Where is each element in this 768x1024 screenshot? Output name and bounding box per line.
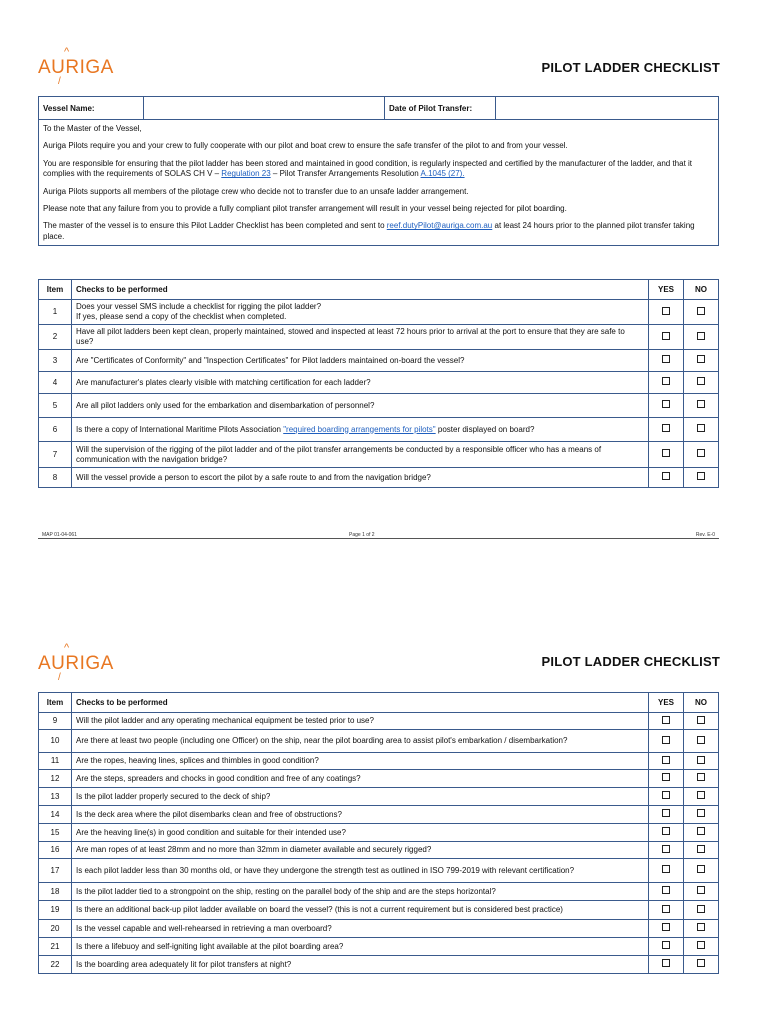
- table-row: [39, 920, 719, 938]
- no-checkbox-cell[interactable]: [684, 730, 719, 753]
- page-2: [0, 620, 768, 1024]
- no-checkbox[interactable]: [697, 845, 705, 853]
- table-row: [39, 753, 719, 770]
- col-checks-header: Checks to be performed: [72, 693, 649, 713]
- item-number: 4: [39, 372, 72, 394]
- yes-checkbox-cell[interactable]: [649, 300, 684, 325]
- yes-checkbox[interactable]: [662, 449, 670, 457]
- item-number: 7: [39, 442, 72, 468]
- no-checkbox-cell[interactable]: [684, 883, 719, 901]
- no-checkbox[interactable]: [697, 827, 705, 835]
- table-header-row: [39, 280, 719, 300]
- item-number: 22: [39, 956, 72, 974]
- check-text: Will the pilot ladder and any operating mechanical equipment be tested prior to use?: [72, 713, 649, 730]
- resolution-link[interactable]: A.1045 (27).: [420, 169, 465, 179]
- table-row: [39, 938, 719, 956]
- intro-salutation: To the Master of the Vessel,: [43, 124, 142, 133]
- table-row: [39, 883, 719, 901]
- check-text: Are the heaving line(s) in good condition and suitable for their intended use?: [72, 824, 649, 842]
- boarding-arrangements-link[interactable]: "required boarding arrangements for pilots": [283, 424, 436, 434]
- table-row: [39, 806, 719, 824]
- yes-checkbox[interactable]: [662, 809, 670, 817]
- yes-checkbox[interactable]: [662, 773, 670, 781]
- intro-paragraph-3: You are responsible for ensuring that the pilot ladder has been stored and maintained in good condition, is regularly inspected and certified by the manufacturer of the ladder, and that it complies with the requirements of SOLAS CH V – Regulation 23 – Pilot Transfer Arrangements Resolution A.1045 (27).: [43, 158, 693, 179]
- yes-checkbox[interactable]: [662, 791, 670, 799]
- no-checkbox-cell[interactable]: [684, 325, 719, 350]
- no-checkbox-cell[interactable]: [684, 394, 719, 418]
- yes-checkbox-cell[interactable]: [649, 372, 684, 394]
- intro-paragraph-5: Please note that any failure from you to provide a fully compliant pilot transfer arrangement will result in your vessel being rejected for pilot boarding.: [43, 203, 567, 213]
- no-checkbox[interactable]: [697, 923, 705, 931]
- logo-text: AURIGA: [38, 653, 114, 674]
- no-checkbox[interactable]: [697, 716, 705, 724]
- check-text: Are "Certificates of Conformity" and "Inspection Certificates" for Pilot ladders maintained on-board the vessel?: [72, 350, 649, 372]
- table-row: [39, 372, 719, 394]
- check-text: Is the boarding area adequately lit for pilot transfers at night?: [72, 956, 649, 974]
- no-checkbox-cell[interactable]: [684, 806, 719, 824]
- table-row: [39, 956, 719, 974]
- yes-checkbox-cell[interactable]: [649, 730, 684, 753]
- no-checkbox[interactable]: [697, 773, 705, 781]
- yes-checkbox[interactable]: [662, 377, 670, 385]
- item-number: 16: [39, 842, 72, 859]
- no-checkbox[interactable]: [697, 941, 705, 949]
- no-checkbox[interactable]: [697, 307, 705, 315]
- page-title: PILOT LADDER CHECKLIST: [541, 60, 720, 75]
- check-text: Are manufacturer's plates clearly visible with matching certification for each ladder?: [72, 372, 649, 394]
- check-text: Is the pilot ladder properly secured to the deck of ship?: [72, 788, 649, 806]
- no-checkbox-cell[interactable]: [684, 713, 719, 730]
- yes-checkbox[interactable]: [662, 716, 670, 724]
- yes-checkbox[interactable]: [662, 400, 670, 408]
- col-no-header: NO: [684, 280, 719, 300]
- page-title: PILOT LADDER CHECKLIST: [541, 654, 720, 669]
- no-checkbox-cell[interactable]: [684, 842, 719, 859]
- no-checkbox-cell[interactable]: [684, 753, 719, 770]
- no-checkbox[interactable]: [697, 809, 705, 817]
- check-text: Have all pilot ladders been kept clean, properly maintained, stowed and inspected at least 72 hours prior to arrival at the port to ensure that they are safe to use?: [72, 325, 649, 350]
- no-checkbox-cell[interactable]: [684, 788, 719, 806]
- yes-checkbox-cell[interactable]: [649, 824, 684, 842]
- table-row: [39, 901, 719, 920]
- check-text: Will the supervision of the rigging of the pilot ladder and of the pilot transfer arrangements be conducted by a responsible officer who has a means of communication with the navigation bridge?: [72, 442, 649, 468]
- item-number: 9: [39, 713, 72, 730]
- logo-text: AURIGA: [38, 57, 114, 78]
- col-checks-header: Checks to be performed: [72, 280, 649, 300]
- table-row: [39, 730, 719, 753]
- no-checkbox-cell[interactable]: [684, 824, 719, 842]
- revision: Rev. E-0: [695, 532, 715, 538]
- intro-paragraph-2: Auriga Pilots require you and your crew to fully cooperate with our pilot and boat crew to ensure the safe transfer of the pilot to and from your vessel.: [43, 141, 568, 151]
- col-yes-header: YES: [649, 280, 684, 300]
- yes-checkbox[interactable]: [662, 472, 670, 480]
- no-checkbox[interactable]: [697, 736, 705, 744]
- no-checkbox-cell[interactable]: [684, 901, 719, 920]
- check-text: Is the pilot ladder tied to a strongpoint on the ship, resting on the parallel body of the ship and are the steps horizontal?: [72, 883, 649, 901]
- yes-checkbox[interactable]: [662, 865, 670, 873]
- yes-checkbox-cell[interactable]: [649, 901, 684, 920]
- no-checkbox-cell[interactable]: [684, 350, 719, 372]
- col-item-header: Item: [39, 280, 72, 300]
- check-text: Are man ropes of at least 28mm and no more than 32mm in diameter available and securely rigged?: [72, 842, 649, 859]
- yes-checkbox-cell[interactable]: [649, 753, 684, 770]
- table-row: [39, 824, 719, 842]
- yes-checkbox-cell[interactable]: [649, 859, 684, 883]
- check-text: Are the ropes, heaving lines, splices and thimbles in good condition?: [72, 753, 649, 770]
- no-checkbox[interactable]: [697, 886, 705, 894]
- table-row: [39, 859, 719, 883]
- item-number: 13: [39, 788, 72, 806]
- yes-checkbox-cell[interactable]: [649, 394, 684, 418]
- no-checkbox[interactable]: [697, 400, 705, 408]
- auriga-logo: [38, 642, 114, 683]
- yes-checkbox-cell[interactable]: [649, 956, 684, 974]
- no-checkbox-cell[interactable]: [684, 372, 719, 394]
- no-checkbox-cell[interactable]: [684, 418, 719, 442]
- check-text: Are all pilot ladders only used for the embarkation and disembarkation of personnel?: [72, 394, 649, 418]
- check-text: Are the steps, spreaders and chocks in good condition and free of any coatings?: [72, 770, 649, 788]
- yes-checkbox[interactable]: [662, 736, 670, 744]
- yes-checkbox-cell[interactable]: [649, 938, 684, 956]
- table-row: [39, 788, 719, 806]
- vessel-info-row: [39, 97, 718, 120]
- vessel-name-label: Vessel Name:: [39, 97, 144, 119]
- item-number: 6: [39, 418, 72, 442]
- vessel-info-frame: [38, 96, 719, 246]
- vessel-name-field[interactable]: [144, 97, 385, 119]
- logo-slash-icon: /: [58, 672, 61, 683]
- no-checkbox-cell[interactable]: [684, 300, 719, 325]
- check-text: Will the vessel provide a person to escort the pilot by a safe route to and from the navigation bridge?: [72, 468, 649, 488]
- table-row: [39, 394, 719, 418]
- regulation-23-link[interactable]: Regulation 23: [221, 169, 271, 179]
- footer-divider: [38, 538, 719, 539]
- item-number: 19: [39, 901, 72, 920]
- no-checkbox-cell[interactable]: [684, 859, 719, 883]
- table-row: [39, 418, 719, 442]
- intro-text: [39, 120, 718, 245]
- check-text: Is each pilot ladder less than 30 months old, or have they undergone the strength test as outlined in ISO 799-2019 with relevant certification?: [72, 859, 649, 883]
- yes-checkbox[interactable]: [662, 756, 670, 764]
- yes-checkbox-cell[interactable]: [649, 442, 684, 468]
- check-text: Does your vessel SMS include a checklist for rigging the pilot ladder? If yes, please send a copy of the checklist when completed.: [72, 300, 649, 325]
- no-checkbox[interactable]: [697, 377, 705, 385]
- table-row: [39, 770, 719, 788]
- no-checkbox[interactable]: [697, 472, 705, 480]
- item-number: 20: [39, 920, 72, 938]
- item-number: 21: [39, 938, 72, 956]
- table-row: [39, 442, 719, 468]
- auriga-logo: [38, 46, 114, 87]
- page-number: Page 1 of 2: [349, 532, 375, 538]
- yes-checkbox[interactable]: [662, 905, 670, 913]
- no-checkbox-cell[interactable]: [684, 956, 719, 974]
- date-label: Date of Pilot Transfer:: [385, 97, 496, 119]
- no-checkbox-cell[interactable]: [684, 468, 719, 488]
- yes-checkbox[interactable]: [662, 923, 670, 931]
- yes-checkbox[interactable]: [662, 332, 670, 340]
- no-checkbox-cell[interactable]: [684, 442, 719, 468]
- yes-checkbox-cell[interactable]: [649, 788, 684, 806]
- yes-checkbox[interactable]: [662, 827, 670, 835]
- item-number: 5: [39, 394, 72, 418]
- item-number: 10: [39, 730, 72, 753]
- item-number: 1: [39, 300, 72, 325]
- table-header-row: [39, 693, 719, 713]
- yes-checkbox-cell[interactable]: [649, 713, 684, 730]
- col-item-header: Item: [39, 693, 72, 713]
- item-number: 15: [39, 824, 72, 842]
- no-checkbox-cell[interactable]: [684, 938, 719, 956]
- table-row: [39, 325, 719, 350]
- intro-paragraph-6: The master of the vessel is to ensure this Pilot Ladder Checklist has been completed and sent to reef.dutyPilot@auriga.com.au at least 24 hours prior to the planned pilot transfer taking place.: [43, 221, 695, 241]
- check-text: Are there at least two people (including one Officer) on the ship, near the pilot boarding area to assist pilot's embarkation / disembarkation?: [72, 730, 649, 753]
- check-text: Is there a copy of International Maritime Pilots Association "required boarding arrangements for pilots" poster displayed on board?: [72, 418, 649, 442]
- yes-checkbox-cell[interactable]: [649, 468, 684, 488]
- yes-checkbox[interactable]: [662, 845, 670, 853]
- no-checkbox-cell[interactable]: [684, 770, 719, 788]
- check-text: Is there a lifebuoy and self-igniting light available at the pilot boarding area?: [72, 938, 649, 956]
- yes-checkbox-cell[interactable]: [649, 770, 684, 788]
- item-number: 3: [39, 350, 72, 372]
- yes-checkbox-cell[interactable]: [649, 883, 684, 901]
- table-row: [39, 468, 719, 488]
- item-number: 2: [39, 325, 72, 350]
- item-number: 17: [39, 859, 72, 883]
- no-checkbox-cell[interactable]: [684, 920, 719, 938]
- no-checkbox[interactable]: [697, 756, 705, 764]
- item-number: 18: [39, 883, 72, 901]
- yes-checkbox-cell[interactable]: [649, 350, 684, 372]
- table-row: [39, 300, 719, 325]
- yes-checkbox[interactable]: [662, 941, 670, 949]
- yes-checkbox[interactable]: [662, 307, 670, 315]
- logo-caret-icon: ^: [64, 46, 70, 58]
- check-text: Is the deck area where the pilot disembarks clean and free of obstructions?: [72, 806, 649, 824]
- col-yes-header: YES: [649, 693, 684, 713]
- no-checkbox[interactable]: [697, 959, 705, 967]
- item-number: 11: [39, 753, 72, 770]
- col-no-header: NO: [684, 693, 719, 713]
- table-row: [39, 713, 719, 730]
- no-checkbox[interactable]: [697, 424, 705, 432]
- no-checkbox[interactable]: [697, 449, 705, 457]
- intro-paragraph-4: Auriga Pilots supports all members of the pilotage crew who decide not to transfer due to an unsafe ladder arrangement.: [43, 186, 469, 196]
- yes-checkbox[interactable]: [662, 424, 670, 432]
- yes-checkbox-cell[interactable]: [649, 920, 684, 938]
- yes-checkbox-cell[interactable]: [649, 806, 684, 824]
- logo-slash-icon: /: [58, 76, 61, 87]
- doc-code: MAP 01-04-061: [42, 532, 77, 538]
- item-number: 14: [39, 806, 72, 824]
- checklist-table-page-2: [38, 692, 719, 974]
- yes-checkbox[interactable]: [662, 959, 670, 967]
- yes-checkbox-cell[interactable]: [649, 325, 684, 350]
- item-number: 12: [39, 770, 72, 788]
- no-checkbox[interactable]: [697, 865, 705, 873]
- check-text: Is there an additional back-up pilot ladder available on board the vessel? (this is not a current requirement but is considered best practice): [72, 901, 649, 920]
- no-checkbox[interactable]: [697, 905, 705, 913]
- logo-caret-icon: ^: [64, 642, 70, 654]
- yes-checkbox-cell[interactable]: [649, 842, 684, 859]
- table-row: [39, 842, 719, 859]
- no-checkbox[interactable]: [697, 791, 705, 799]
- no-checkbox[interactable]: [697, 355, 705, 363]
- checklist-table-page-1: [38, 279, 719, 488]
- item-number: 8: [39, 468, 72, 488]
- date-field[interactable]: [496, 97, 718, 119]
- yes-checkbox[interactable]: [662, 886, 670, 894]
- no-checkbox[interactable]: [697, 332, 705, 340]
- check-text: Is the vessel capable and well-rehearsed in retrieving a man overboard?: [72, 920, 649, 938]
- yes-checkbox[interactable]: [662, 355, 670, 363]
- table-row: [39, 350, 719, 372]
- yes-checkbox-cell[interactable]: [649, 418, 684, 442]
- email-link[interactable]: reef.dutyPilot@auriga.com.au: [386, 221, 493, 231]
